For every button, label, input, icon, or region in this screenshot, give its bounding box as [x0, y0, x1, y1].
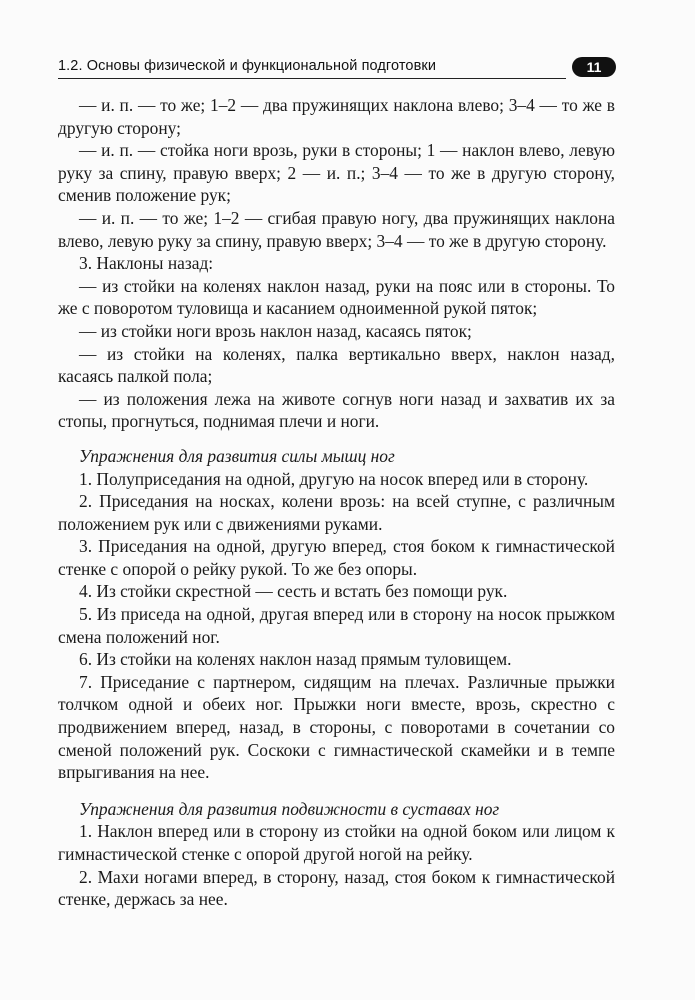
- page-body: [58, 94, 615, 911]
- section-heading-leg-strength: Упражнения для развития силы мышц ног: [79, 445, 395, 466]
- paragraph: 3. Наклоны назад:: [79, 253, 214, 274]
- list-item: 1. Наклон вперед или в сторону из стойки на одной боком или лицом к гимнастической стенке с опорой другой ногой на рейку.: [58, 821, 615, 864]
- list-item: 2. Приседания на носках, колени врозь: на всей ступне, с различным положением рук или с движениями руками.: [58, 491, 615, 534]
- list-item: 7. Приседание с партнером, сидящим на плечах. Различные прыжки толчком одной и обеих ног. Прыжки ноги вместе, врозь, скрестно с продвижением вперед, назад, в стороны, с поворотами в сочетании со сменой положений рук. Соскоки с гимнастической скамейки и в темпе впрыгивания на нее.: [58, 671, 615, 783]
- paragraph: — из стойки ноги врозь наклон назад, касаясь пяток;: [79, 320, 472, 341]
- list-item: 6. Из стойки на коленях наклон назад прямым туловищем.: [79, 649, 512, 670]
- paragraph: — из положения лежа на животе согнув ноги назад и захватив их за стопы, прогнуться, поднимая плечи и ноги.: [58, 388, 615, 432]
- paragraph: — из стойки на коленях наклон назад, руки на пояс или в стороны. То же с поворотом туловища и касанием одноименной рукой пяток;: [58, 275, 615, 319]
- header-rule: [58, 78, 566, 79]
- paragraph: — из стойки на коленях, палка вертикально вверх, наклон назад, касаясь палкой пола;: [58, 343, 615, 387]
- list-item: 1. Полуприседания на одной, другую на носок вперед или в сторону.: [79, 468, 589, 489]
- page-number-badge: 11: [572, 57, 616, 77]
- list-item: 3. Приседания на одной, другую вперед, стоя боком к гимнастической стенке с опорой о рейку рукой. То же без опоры.: [58, 536, 615, 579]
- paragraph: — и. п. — стойка ноги врозь, руки в стороны; 1 — наклон влево, левую руку за спину, правую вверх; 2 — и. п.; 3–4 — то же в другую сторону, сменив положение рук;: [58, 140, 615, 206]
- paragraph: — и. п. — то же; 1–2 — два пружинящих наклона влево; 3–4 — то же в другую сторону;: [58, 95, 615, 138]
- list-item: 2. Махи ногами вперед, в сторону, назад, стоя боком к гимнастической стенке, держась за нее.: [58, 866, 615, 910]
- paragraph: — и. п. — то же; 1–2 — сгибая правую ногу, два пружинящих наклона влево, левую руку за спину, правую вверх; 3–4 — то же в другую сторону.: [58, 207, 615, 251]
- list-item: 4. Из стойки скрестной — сесть и встать без помощи рук.: [79, 581, 508, 602]
- section-heading-joint-mobility: Упражнения для развития подвижности в суставах ног: [79, 798, 500, 819]
- running-header: [58, 55, 616, 81]
- list-item: 5. Из приседа на одной, другая вперед или в сторону на носок прыжком смена положений ног.: [58, 604, 615, 647]
- header-title: 1.2. Основы физической и функциональной подготовки: [58, 58, 437, 74]
